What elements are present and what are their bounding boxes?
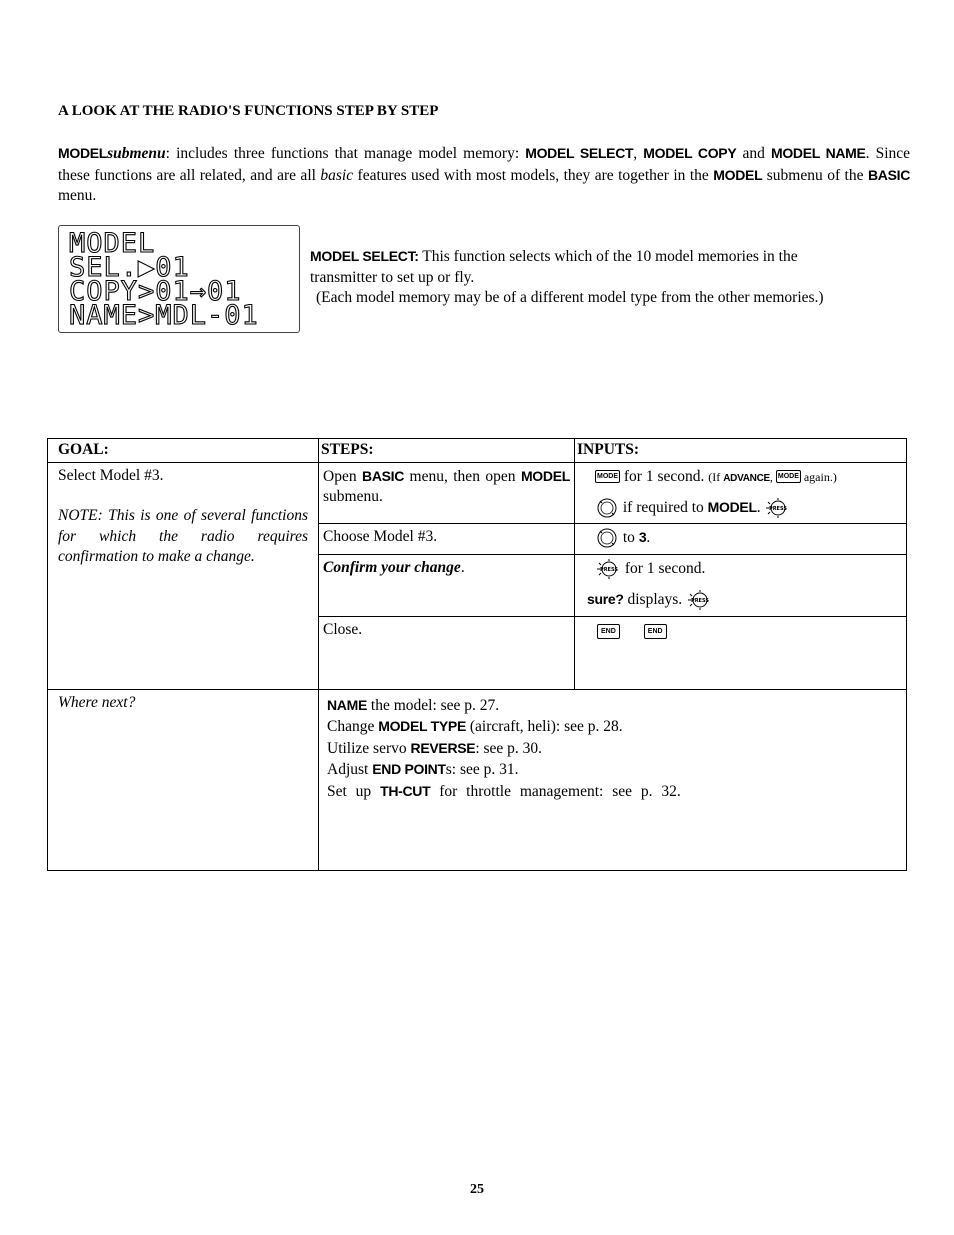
where-text: Change bbox=[327, 718, 379, 735]
intro-basic-term: BASIC bbox=[867, 166, 911, 183]
intro-model-select-term: MODEL SELECT bbox=[525, 145, 634, 161]
input-text: if required to bbox=[619, 498, 708, 516]
where-text: Adjust bbox=[327, 761, 373, 778]
dial-icon bbox=[595, 527, 619, 549]
intro-text: . Since these functions are all related, and are all bbox=[58, 145, 911, 184]
step-confirm bbox=[319, 554, 575, 616]
where-text: Utilize servo bbox=[327, 739, 411, 757]
page-heading: A LOOK AT THE RADIO'S FUNCTIONS STEP BY STEP bbox=[58, 103, 439, 119]
end-key-icon: END bbox=[644, 624, 667, 639]
steps-header: STEPS: bbox=[319, 439, 575, 463]
model-select-line-1: This function selects which of the 10 model memories in the bbox=[418, 248, 798, 265]
input-text: . bbox=[646, 528, 651, 546]
input-open-basic bbox=[575, 462, 907, 523]
where-next-links bbox=[319, 689, 907, 870]
th-cut-term: TH-CUT bbox=[380, 782, 431, 799]
intro-model-name-term: MODEL NAME bbox=[770, 145, 866, 161]
sure-prompt: sure? bbox=[587, 590, 624, 607]
where-text: (aircraft, heli): see p. 28. bbox=[466, 718, 623, 735]
intro-model-copy-term: MODEL COPY bbox=[643, 145, 737, 161]
basic-term: BASIC bbox=[362, 467, 405, 484]
goal-note: NOTE: This is one of several functions for which the radio requires confirmation to make a change. bbox=[58, 507, 308, 565]
model-select-line-3: (Each model memory may be of a different model type from the other memories.) bbox=[316, 289, 824, 306]
model-number: 3 bbox=[638, 528, 647, 545]
goal-text: Select Model #3. bbox=[58, 466, 164, 484]
step-text: submenu. bbox=[323, 488, 383, 505]
input-text: to bbox=[619, 528, 639, 546]
model-select-description bbox=[310, 246, 907, 309]
where-next-label: Where next? bbox=[58, 693, 136, 711]
input-choose-model bbox=[575, 523, 907, 554]
input-text: for 1 second. bbox=[620, 467, 709, 485]
where-text: s: see p. 31. bbox=[445, 761, 519, 778]
press-label: PRESS bbox=[691, 598, 710, 605]
input-confirm bbox=[575, 554, 907, 616]
model-term: MODEL bbox=[520, 467, 570, 484]
input-text-small: , bbox=[769, 469, 776, 484]
dial-icon bbox=[595, 497, 619, 519]
step-choose-model: Choose Model #3. bbox=[319, 523, 575, 554]
intro-text: : includes three functions that manage model memory: bbox=[165, 145, 526, 162]
name-term: NAME bbox=[327, 696, 368, 713]
press-label: PRESS bbox=[600, 566, 618, 573]
mode-key-icon: MODE bbox=[595, 470, 620, 483]
end-key-icon: END bbox=[597, 624, 620, 639]
lcd-display bbox=[59, 226, 299, 332]
input-text: . bbox=[756, 498, 765, 516]
goal-header: GOAL: bbox=[48, 439, 319, 463]
model-select-title: MODEL SELECT: bbox=[310, 248, 419, 264]
lcd-line-1: MODEL bbox=[69, 228, 156, 259]
inputs-header: INPUTS: bbox=[575, 439, 907, 463]
intro-model-term-2: MODEL bbox=[713, 166, 763, 183]
intro-paragraph bbox=[58, 143, 910, 207]
input-text: displays. bbox=[623, 590, 687, 608]
procedure-table bbox=[47, 438, 907, 871]
end-point-term: END POINT bbox=[372, 761, 446, 777]
step-text: . bbox=[460, 558, 465, 576]
step-text: menu, then open bbox=[404, 467, 521, 485]
model-select-line-2: transmitter to set up or fly. bbox=[310, 268, 475, 286]
press-dial-icon bbox=[764, 497, 790, 519]
input-text: for 1 second. bbox=[621, 559, 706, 577]
intro-text: , bbox=[633, 145, 644, 162]
mode-key-icon: MODE bbox=[776, 470, 801, 483]
input-text-small: again.) bbox=[800, 469, 837, 484]
lcd-line-3: COPY>01→01 bbox=[69, 276, 242, 307]
input-close bbox=[575, 616, 907, 689]
model-type-term: MODEL TYPE bbox=[378, 718, 466, 734]
lcd-line-2: SEL.▶01 bbox=[69, 252, 190, 283]
where-text: : see p. 30. bbox=[475, 739, 543, 757]
advance-term: ADVANCE bbox=[723, 472, 770, 484]
intro-basic-italic: basic bbox=[320, 166, 354, 184]
intro-text: submenu of the bbox=[762, 166, 868, 184]
where-next-cell bbox=[48, 689, 319, 870]
goal-cell bbox=[48, 462, 319, 689]
where-text: for throttle management: see p. 32. bbox=[430, 782, 681, 800]
step-open-basic bbox=[319, 462, 575, 523]
intro-model-term: MODEL bbox=[58, 145, 108, 161]
confirm-text: Confirm your change bbox=[323, 558, 461, 576]
lcd-line-4: NAME>MDL-01 bbox=[69, 300, 259, 331]
page-number: 25 bbox=[470, 1182, 484, 1197]
press-dial-icon bbox=[686, 589, 712, 611]
intro-text: and bbox=[736, 145, 771, 162]
press-label: PRESS bbox=[769, 505, 788, 512]
press-dial-icon bbox=[595, 558, 621, 580]
input-text-small: (If bbox=[708, 469, 724, 484]
where-text: Set up bbox=[327, 782, 381, 800]
step-text: Open bbox=[323, 467, 363, 485]
intro-text: features used with most models, they are together in the bbox=[353, 166, 714, 184]
intro-text: menu. bbox=[58, 187, 97, 204]
lcd-screen-illustration bbox=[58, 225, 300, 333]
reverse-term: REVERSE bbox=[410, 739, 476, 756]
where-text: the model: see p. 27. bbox=[367, 696, 500, 714]
model-term: MODEL bbox=[707, 498, 757, 515]
intro-submenu-term: submenu bbox=[107, 145, 166, 162]
step-close: Close. bbox=[319, 616, 575, 689]
